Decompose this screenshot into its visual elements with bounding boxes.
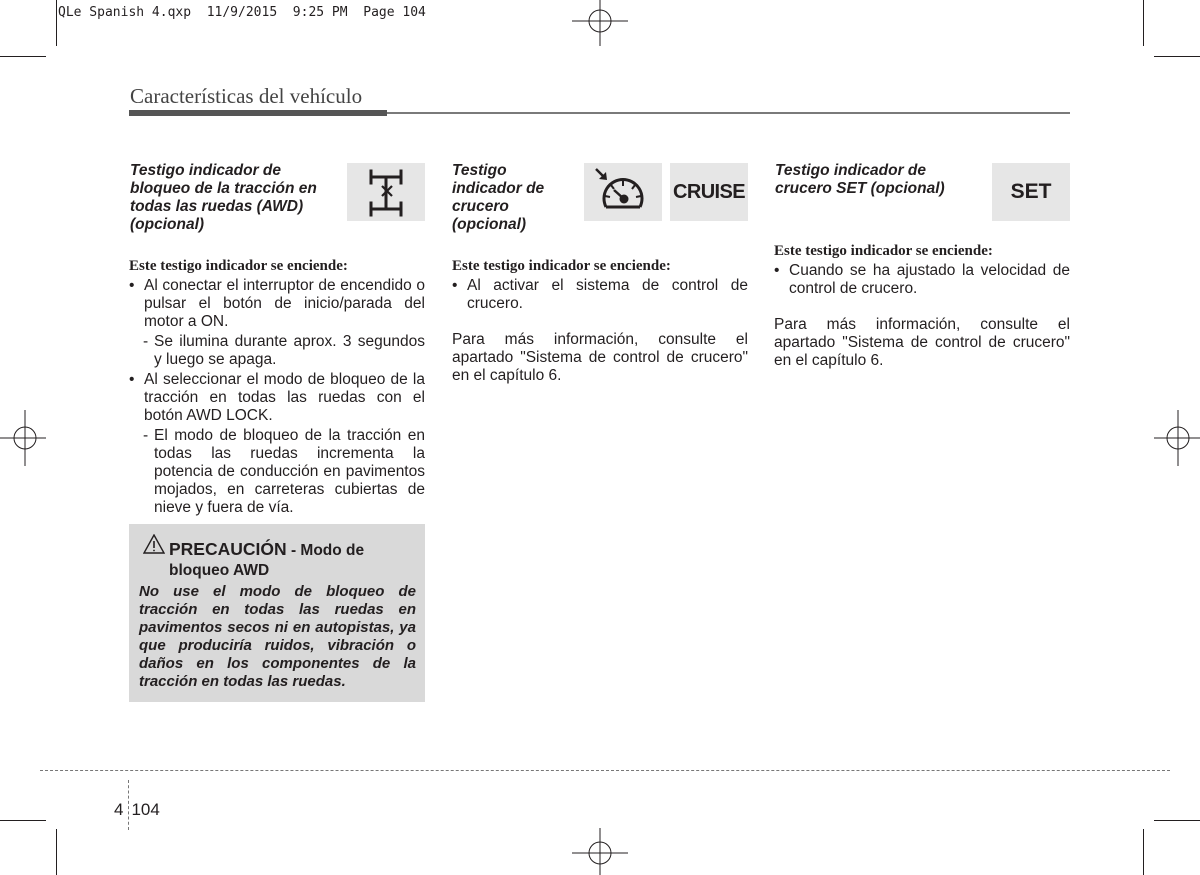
registration-mark-left bbox=[0, 400, 48, 480]
footer-dashed-rule bbox=[40, 770, 1170, 771]
cruise-indicator-icon bbox=[670, 163, 748, 221]
list-item-text: Al seleccionar el modo de bloqueo de la tracción en todas las ruedas con el botón AWD LOCK. bbox=[144, 371, 425, 424]
crop-mark bbox=[1154, 820, 1200, 821]
heading-line: Testigo indicador de bbox=[775, 162, 926, 179]
sub-list-item: - Se ilumina durante aprox. 3 segundos y luego se apaga. bbox=[143, 333, 425, 368]
cruise-indicator-section bbox=[452, 257, 748, 385]
crop-mark bbox=[0, 820, 46, 821]
cruise-set-indicator-heading bbox=[775, 162, 985, 198]
crop-mark bbox=[56, 0, 57, 46]
cruise-gauge-icon bbox=[584, 163, 662, 221]
heading-line: todas las ruedas (AWD) bbox=[130, 198, 304, 215]
list-item: • Al activar el sistema de control de crucero. bbox=[452, 277, 748, 312]
awd-lock-icon bbox=[347, 163, 425, 221]
list-item-text: Al activar el sistema de control de crucero. bbox=[467, 277, 748, 312]
list-item-text: Al conectar el interruptor de encendido o pulsar el botón de inicio/parada del motor a ON. bbox=[144, 277, 425, 330]
crop-mark bbox=[1143, 0, 1144, 46]
page-number-value: 104 bbox=[131, 800, 160, 819]
list-item-text: Cuando se ha ajustado la velocidad de control de crucero. bbox=[789, 262, 1070, 297]
cruise-set-indicator-section bbox=[774, 242, 1070, 370]
heading-line: indicador de bbox=[452, 180, 545, 197]
list-item: • Al seleccionar el modo de bloqueo de la tracción en todas las ruedas con el botón AWD LOCK. bbox=[129, 371, 425, 424]
heading-line: (opcional) bbox=[130, 216, 205, 233]
list-item: • Al conectar el interruptor de encendido o pulsar el botón de inicio/parada del motor a ON. bbox=[129, 277, 425, 330]
caution-text: No use el modo de bloqueo de tracción en todas las ruedas en pavimentos secos ni en autopistas, ya que produciría ruidos, vibración o daños en los componentes de la tracción en todas las ruedas. bbox=[139, 583, 416, 690]
caution-title-rest: - Modo de bbox=[286, 542, 365, 559]
section-title: Características del vehículo bbox=[130, 84, 363, 108]
crop-mark bbox=[56, 829, 57, 875]
caution-title-line2: bloqueo AWD bbox=[169, 562, 270, 579]
sub-list-item-text: El modo de bloqueo de la tracción en todas las ruedas incrementa la potencia de conducción en pavimentos mojados, en carreteras cubiertas de nieve y fuera de vía. bbox=[154, 427, 425, 516]
cruise-set-indicator-icon bbox=[992, 163, 1070, 221]
set-label: SET bbox=[1010, 180, 1052, 203]
registration-mark-bottom bbox=[560, 828, 640, 875]
awd-indicator-section bbox=[129, 257, 425, 519]
title-accent-bar bbox=[129, 110, 387, 116]
caution-label: PRECAUCIÓN bbox=[169, 539, 287, 559]
subheading: Este testigo indicador se enciende: bbox=[452, 258, 671, 274]
crop-mark bbox=[1143, 829, 1144, 875]
reference-paragraph: Para más información, consulte el apartado "Sistema de control de crucero" en el capítulo 6. bbox=[452, 331, 748, 384]
list-item: • Cuando se ha ajustado la velocidad de control de crucero. bbox=[774, 262, 1070, 297]
heading-line: crucero bbox=[452, 198, 509, 215]
warning-icon bbox=[143, 534, 165, 554]
print-slug: QLe Spanish 4.qxp 11/9/2015 9:25 PM Page 104 bbox=[58, 5, 426, 20]
awd-indicator-heading bbox=[130, 162, 345, 234]
chapter-number: 4 bbox=[114, 800, 124, 819]
reference-paragraph: Para más información, consulte el apartado "Sistema de control de crucero" en el capítulo 6. bbox=[774, 316, 1070, 369]
heading-line: (opcional) bbox=[452, 216, 527, 233]
page-number bbox=[114, 800, 160, 820]
heading-line: bloqueo de la tracción en bbox=[130, 180, 317, 197]
cruise-label: CRUISE bbox=[673, 180, 745, 203]
caution-title bbox=[169, 540, 419, 580]
caution-box bbox=[129, 524, 425, 702]
heading-line: Testigo bbox=[452, 162, 507, 179]
subheading: Este testigo indicador se enciende: bbox=[129, 258, 348, 274]
sub-list-item-text: Se ilumina durante aprox. 3 segundos y luego se apaga. bbox=[154, 333, 425, 368]
cruise-indicator-heading bbox=[452, 162, 582, 234]
crop-mark bbox=[0, 56, 46, 57]
sub-list-item: - El modo de bloqueo de la tracción en todas las ruedas incrementa la potencia de conducción en pavimentos mojados, en carreteras cubiertas de nieve y fuera de vía. bbox=[143, 427, 425, 516]
subheading: Este testigo indicador se enciende: bbox=[774, 243, 993, 259]
heading-line: crucero SET (opcional) bbox=[775, 180, 945, 197]
heading-line: Testigo indicador de bbox=[130, 162, 281, 179]
registration-mark-right bbox=[1152, 400, 1200, 480]
registration-mark-top bbox=[560, 0, 640, 48]
crop-mark bbox=[1154, 56, 1200, 57]
